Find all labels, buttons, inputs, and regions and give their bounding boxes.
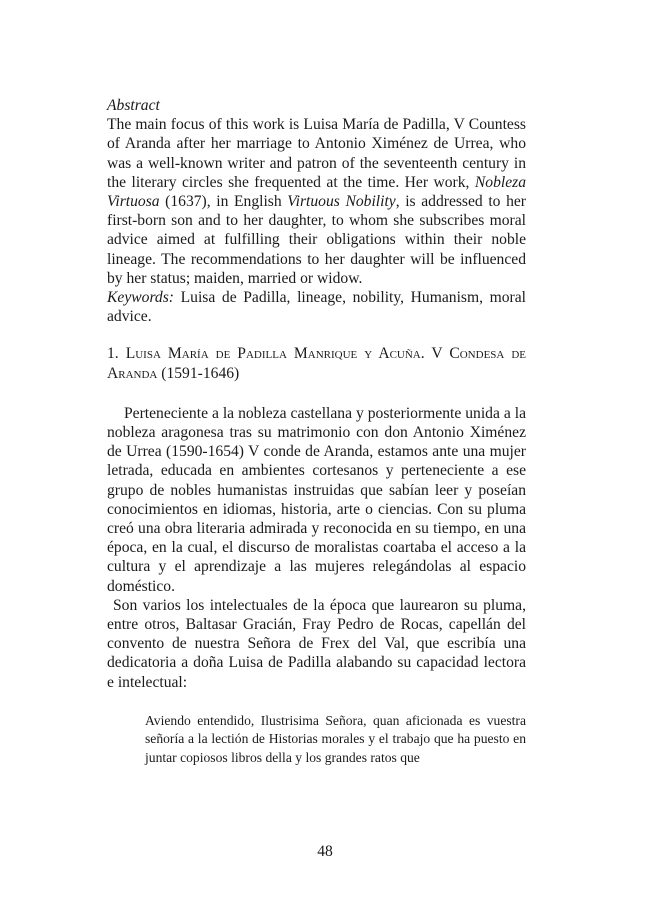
abstract-text-2: (1637), in English [159, 193, 288, 211]
abstract-title: Abstract [107, 97, 160, 114]
keywords-label: Keywords: [107, 289, 174, 307]
section-number: 1. [107, 345, 126, 363]
section-title: Luisa María de Padilla Manrique y Acuña. V Condesa de Aranda [107, 345, 527, 382]
abstract-text-1: The main focus of this work is Luisa María de Padilla, V Countess of Aranda after her marriage to Antonio Ximénez de Urrea, who was a well-known writer and patron of the seventeenth century in the literary circles she frequented at the time. Her work, [107, 116, 526, 191]
block-quote: Aviendo entendido, Ilustrisima Señora, quan aficionada es vuestra señoría a la lectión de Historias morales y el trabajo que ha puesto en juntar copiosos libros della y los grandes ratos que [145, 712, 526, 765]
abstract-text-3: , is addressed to her first-born son and to her daughter, to whom she subscribes moral advice aimed at fulfilling their obligations within their noble lineage. The recommendations to her daughter will be influenced by her status; maiden, married or widow. [107, 193, 526, 287]
abstract-body [107, 115, 526, 288]
body-paragraph: Perteneciente a la nobleza castellana y posteriormente unida a la nobleza aragonesa tras su matrimonio con don Antonio Ximénez de Urrea (1590-1654) V conde de Aranda, estamos ante una mujer letrada, educada en ambientes cortesanos y perteneciente a ese grupo de nobles humanistas instruidas que sabían leer y poseían conocimientos en idiomas, historia, arte o ciencias. Con su pluma creó una obra literaria admirada y reconocida en su tiempo, en una época, en la cual, el discurso de moralistas coartaba el acceso a la cultura y el aprendizaje a las mujeres relegándolas al espacio doméstico. [107, 404, 526, 595]
keywords-line [107, 288, 526, 326]
section-heading [107, 344, 526, 382]
page-content [107, 96, 526, 767]
section-dates: (1591-1646) [157, 364, 240, 382]
keywords-text: Luisa de Padilla, lineage, nobility, Humanism, moral advice. [107, 289, 526, 326]
abstract-section [107, 96, 526, 326]
body-paragraph: Son varios los intelectuales de la época que laurearon su pluma, entre otros, Baltasar Gracián, Fray Pedro de Rocas, capellán del convento de nuestra Señora de Frex del Val, que escribía una dedicatoria a doña Luisa de Padilla alabando su capacidad lectora e intelectual: [107, 596, 526, 691]
abstract-work-title: Nobleza Virtuosa [107, 173, 526, 211]
page-number: 48 [317, 843, 333, 860]
abstract-work-title-en: Virtuous Nobility [287, 193, 396, 211]
